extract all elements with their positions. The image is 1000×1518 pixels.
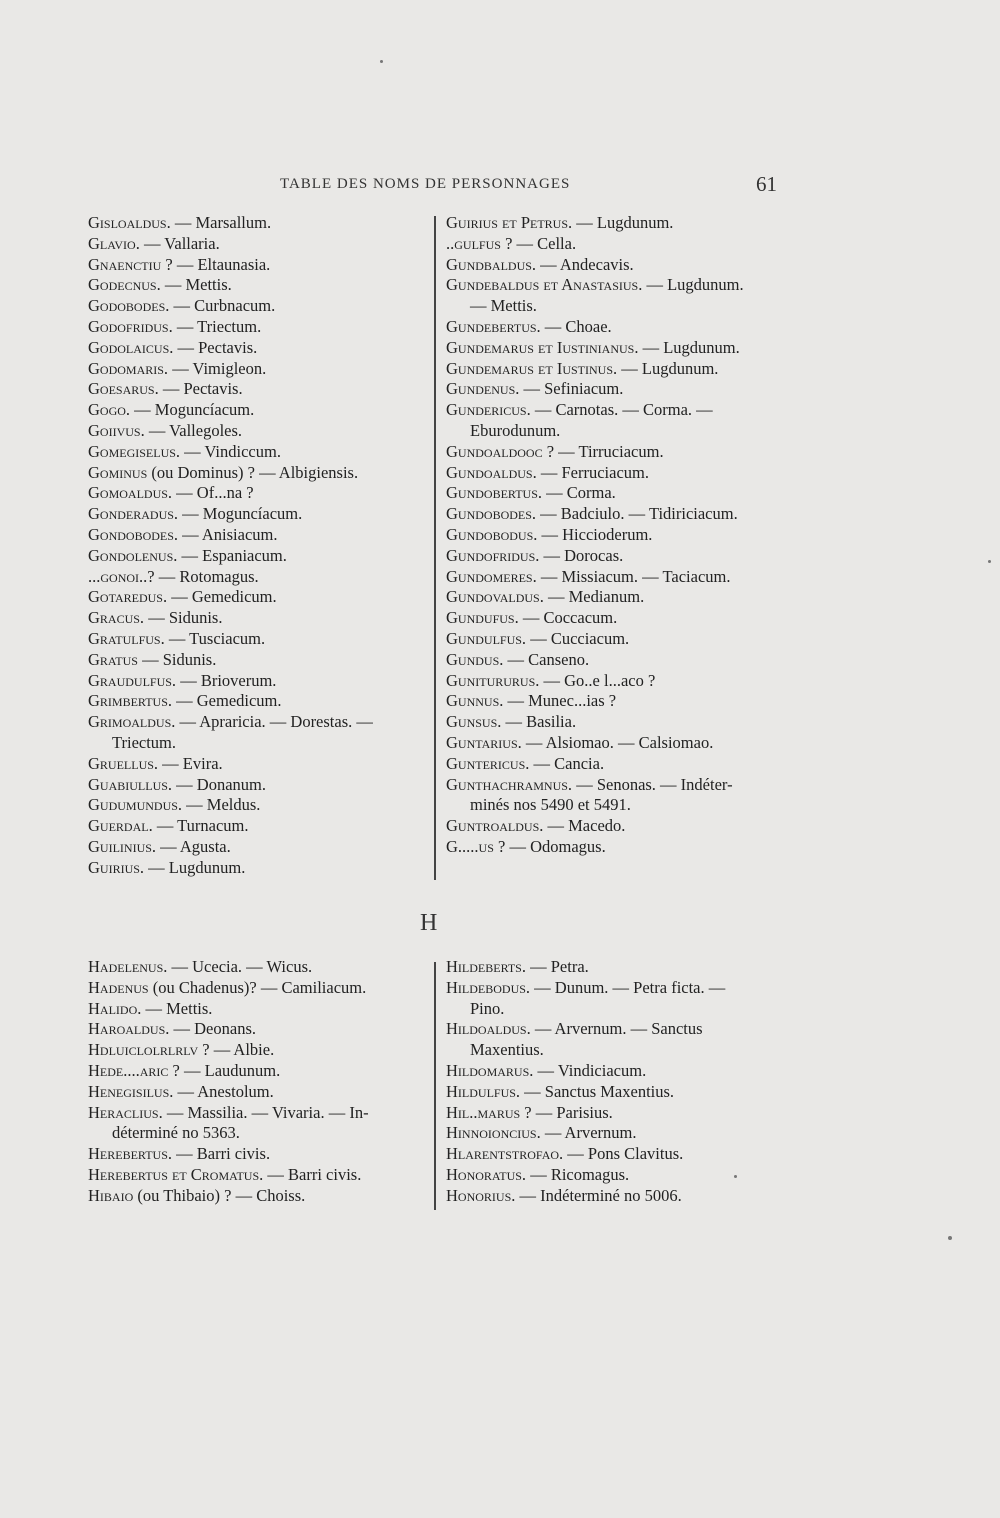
index-entry: Gnaenctiu ? — Eltaunasia. <box>88 254 271 274</box>
index-entry: Gundobodes. — Badciulo. — Tidiriciacum. <box>446 504 738 524</box>
index-entry-continuation: déterminé no 5363. <box>112 1123 240 1143</box>
index-entry: Guilinius. — Agusta. <box>88 836 231 856</box>
index-entry: Gunitururus. — Go..e l...aco ? <box>446 670 656 690</box>
index-entry: Graudulfus. — Brioverum. <box>88 670 277 690</box>
index-entry: Guirius. — Lugdunum. <box>88 857 246 877</box>
column-divider <box>434 962 436 1210</box>
paper-speck <box>948 1236 952 1240</box>
index-entry: Godofridus. — Triectum. <box>88 316 262 336</box>
index-entry: Gudumundus. — Meldus. <box>88 795 261 815</box>
index-entry: Hildomarus. — Vindiciacum. <box>446 1060 647 1080</box>
index-entry: Gomoaldus. — Of...na ? <box>88 483 254 503</box>
index-entry: Guntericus. — Cancia. <box>446 753 605 773</box>
index-entry: Gomegiselus. — Vindiccum. <box>88 441 281 461</box>
index-entry: Haroaldus. — Deonans. <box>88 1019 256 1039</box>
index-entry: Hadenus (ou Chadenus)? — Camiliacum. <box>88 977 367 997</box>
index-entry-continuation: Eburodunum. <box>470 420 561 440</box>
index-entry: Herebertus et Cromatus. — Barri civis. <box>88 1164 362 1184</box>
index-entry: Gondolenus. — Espaniacum. <box>88 545 287 565</box>
index-entry: Honoratus. — Ricomagus. <box>446 1164 630 1184</box>
index-entry: Gracus. — Sidunis. <box>88 608 223 628</box>
index-entry: Gundoaldooc ? — Tirruciacum. <box>446 441 664 461</box>
index-entry: Hildoaldus. — Arvernum. — Sanctus <box>446 1019 703 1039</box>
index-entry: Guabiullus. — Donanum. <box>88 774 266 794</box>
index-entry: Goesarus. — Pectavis. <box>88 379 243 399</box>
paper-speck <box>988 560 991 563</box>
index-entry: Grimbertus. — Gemedicum. <box>88 691 282 711</box>
index-entry: Gunsus. — Basilia. <box>446 712 577 732</box>
running-title: TABLE DES NOMS DE PERSONNAGES <box>280 176 571 192</box>
index-entry: Grimoaldus. — Apraricia. — Dorestas. — <box>88 712 373 732</box>
index-entry: Gunnus. — Munec...ias ? <box>446 691 617 711</box>
index-entry: Gundus. — Canseno. <box>446 649 590 669</box>
index-entry: Gundemarus et Iustinianus. — Lugdunum. <box>446 337 740 357</box>
index-entry: Honorius. — Indéterminé no 5006. <box>446 1185 682 1205</box>
index-entry: Hdluiclolrlrlv ? — Albie. <box>88 1040 275 1060</box>
index-entry: Godolaicus. — Pectavis. <box>88 337 258 357</box>
index-entry: Hildeberts. — Petra. <box>446 957 589 976</box>
index-entry: Hibaio (ou Thibaio) ? — Choiss. <box>88 1185 306 1205</box>
index-entry: Gogo. — Moguncíacum. <box>88 400 255 420</box>
index-entry: Hede....aric ? — Laudunum. <box>88 1060 281 1080</box>
index-entry: Herebertus. — Barri civis. <box>88 1144 271 1164</box>
column-h-right <box>446 957 791 1207</box>
index-entry: Guntarius. — Alsiomao. — Calsiomao. <box>446 732 714 752</box>
index-entry: Gratulfus. — Tusciacum. <box>88 628 266 648</box>
index-entry: Guerdal. — Turnacum. <box>88 816 249 836</box>
index-entry: Gominus (ou Dominus) ? — Albigiensis. <box>88 462 359 482</box>
index-entry: Guirius et Petrus. — Lugdunum. <box>446 213 674 232</box>
index-entry-continuation: minés nos 5490 et 5491. <box>470 795 631 815</box>
index-entry: Heraclius. — Massilia. — Vivaria. — In- <box>88 1102 369 1122</box>
column-h-left <box>88 957 423 1207</box>
index-entry: Gotaredus. — Gemedicum. <box>88 587 277 607</box>
index-entry: Gundobodus. — Hiccioderum. <box>446 524 653 544</box>
index-entry: Gundufus. — Coccacum. <box>446 608 618 628</box>
index-entry: Henegisilus. — Anestolum. <box>88 1081 274 1101</box>
index-entry-continuation: Maxentius. <box>470 1040 544 1060</box>
index-entry: Gundenus. — Sefiniacum. <box>446 379 624 399</box>
index-entry: Gundbaldus. — Andecavis. <box>446 254 634 274</box>
column-g-left <box>88 213 423 879</box>
page-number: 61 <box>756 172 777 196</box>
index-entry: Godomaris. — Vimigleon. <box>88 358 267 378</box>
index-entry-continuation: Triectum. <box>112 732 177 752</box>
index-entry: Gondobodes. — Anisiacum. <box>88 524 278 544</box>
index-entry: Gundebertus. — Choae. <box>446 316 612 336</box>
index-entry: Hadelenus. — Ucecia. — Wicus. <box>88 957 313 976</box>
index-entry: Gunthachramnus. — Senonas. — Indéter- <box>446 774 733 794</box>
index-entry: Goiivus. — Vallegoles. <box>88 420 243 440</box>
index-entry: Hil..marus ? — Parisius. <box>446 1102 613 1122</box>
index-entry: Gundoaldus. — Ferruciacum. <box>446 462 649 482</box>
index-entry: Gruellus. — Evira. <box>88 753 223 773</box>
index-entry: Godecnus. — Mettis. <box>88 275 232 295</box>
index-entry-continuation: — Mettis. <box>470 296 537 316</box>
index-entry: ...gonoi..? — Rotomagus. <box>88 566 259 586</box>
index-entry: Gratus — Sidunis. <box>88 649 217 669</box>
paper-speck <box>380 60 383 63</box>
index-entry-continuation: Pino. <box>470 998 505 1018</box>
paper-speck <box>734 1175 737 1178</box>
column-g-right <box>446 213 791 858</box>
index-entry: Hlarentstrofao. — Pons Clavitus. <box>446 1144 684 1164</box>
index-entry: Glavio. — Vallaria. <box>88 233 220 253</box>
column-divider <box>434 216 436 880</box>
index-entry: Hildulfus. — Sanctus Maxentius. <box>446 1081 675 1101</box>
index-entry: Gundobertus. — Corma. <box>446 483 616 503</box>
index-entry: G.....us ? — Odomagus. <box>446 836 606 856</box>
index-entry: Hildebodus. — Dunum. — Petra ficta. — <box>446 977 726 997</box>
index-entry: Hinnoioncius. — Arvernum. <box>446 1123 637 1143</box>
index-entry: Guntroaldus. — Macedo. <box>446 816 626 836</box>
index-entry: Gundericus. — Carnotas. — Corma. — <box>446 400 713 420</box>
index-entry: Gisloaldus. — Marsallum. <box>88 213 272 232</box>
section-letter-h: H <box>420 910 438 936</box>
index-entry: Gundebaldus et Anastasius. — Lugdunum. <box>446 275 744 295</box>
index-entry: Gundulfus. — Cucciacum. <box>446 628 630 648</box>
index-entry: Gundomeres. — Missiacum. — Taciacum. <box>446 566 731 586</box>
index-entry: Godobodes. — Curbnacum. <box>88 296 276 316</box>
index-entry: Gundovaldus. — Medianum. <box>446 587 645 607</box>
index-entry: Gonderadus. — Moguncíacum. <box>88 504 303 524</box>
index-entry: Halido. — Mettis. <box>88 998 213 1018</box>
index-entry: Gundofridus. — Dorocas. <box>446 545 624 565</box>
index-entry: ..gulfus ? — Cella. <box>446 233 577 253</box>
index-entry: Gundemarus et Iustinus. — Lugdunum. <box>446 358 719 378</box>
